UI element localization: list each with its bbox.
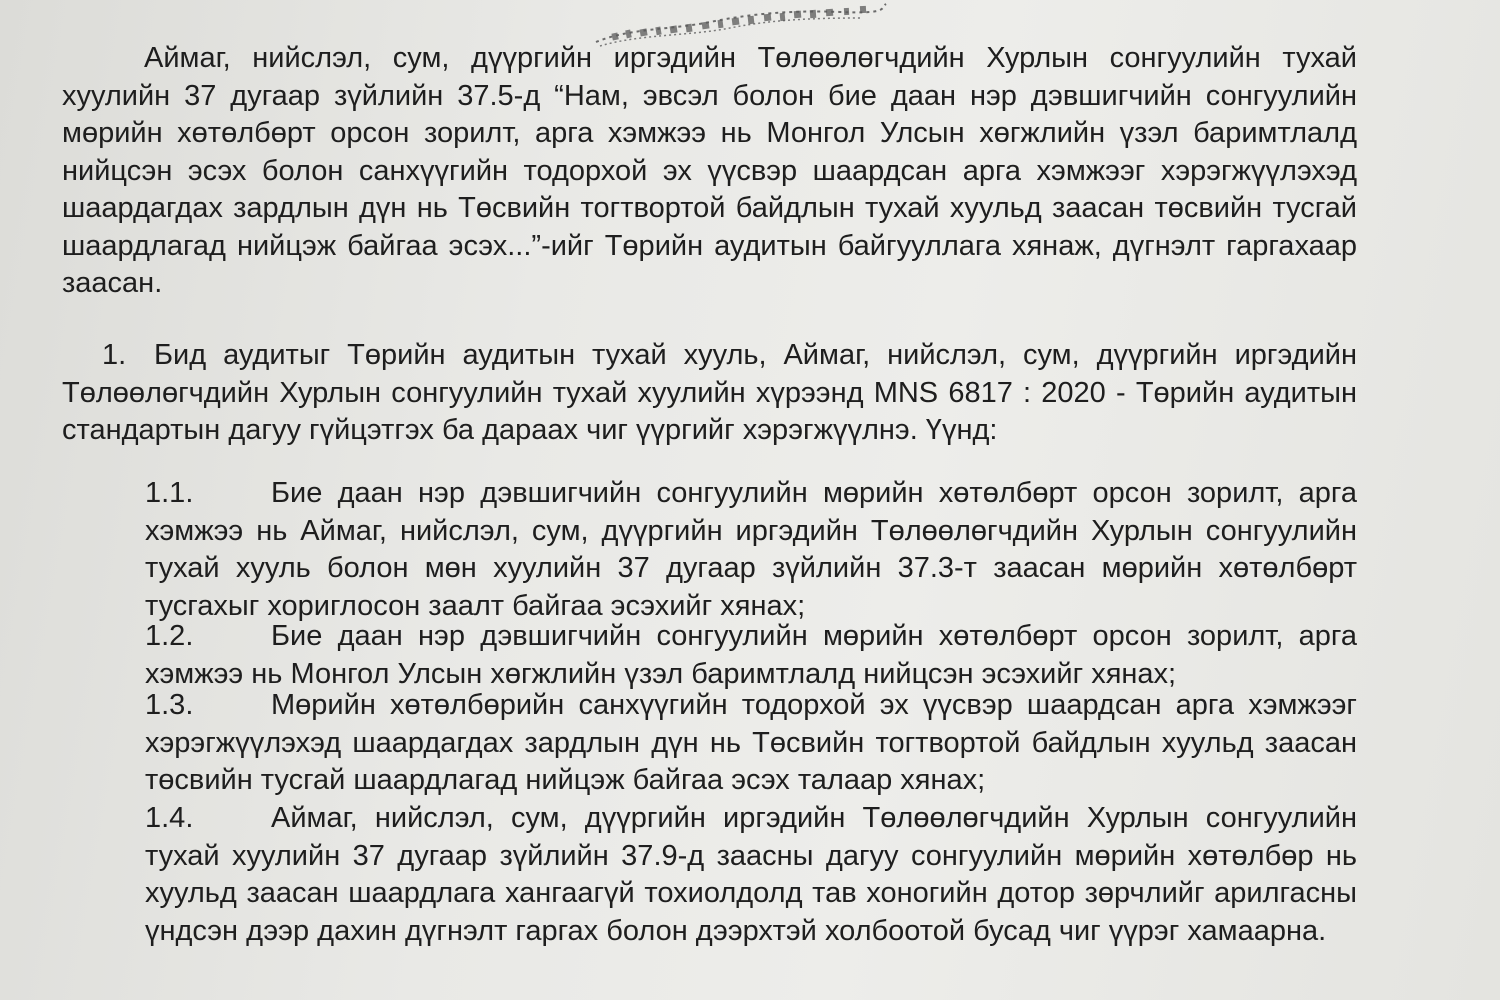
item-1-number: 1. [102,339,127,371]
item-1-paragraph [62,337,1357,450]
subitem-1-4-text: Аймаг, нийслэл, сум, дүүргийн иргэдийн Төлөөлөгчдийн Хурлын сонгуулийн тухай хуулийн 37 дугаар зүйлийн 37.9-д заасны дагуу сонгуулийн мөрийн хөтөлбөр нь хуульд заасан шаардлага хангаагүй тохиолдолд тав хоногийн дотор зөрчлийг арилгасны үндсэн дээр дахин дүгнэлт гаргах болон дээрхтэй холбоотой бусад чиг үүрэг хамаарна. [145,802,1357,947]
subitem-1-2-number: 1.2. [145,620,194,652]
subitem-1-1-text: Бие даан нэр дэвшигчийн сонгуулийн мөрийн хөтөлбөрт орсон зорилт, арга хэмжээ нь Аймаг, нийслэл, сум, дүүргийн иргэдийн Төлөөлөгчдийн Хурлын сонгуулийн тухай хууль болон мөн хуулийн 37 дугаар зүйлийн 37.3-т заасан мөрийн хөтөлбөрт тусгахыг хориглосон заалт байгаа эсэхийг хянах; [145,477,1357,622]
subitem-1-4 [145,800,1357,950]
intro-paragraph: Аймаг, нийслэл, сум, дүүргийн иргэдийн Төлөөлөгчдийн Хурлын сонгуулийн тухай хуулийн 37 дугаар зүйлийн 37.5-д “Нам, эвсэл болон бие даан нэр дэвшигчийн сонгуулийн мөрийн хөтөлбөрт орсон зорилт, арга хэмжээ нь Монгол Улсын хөгжлийн үзэл баримтлалд нийцсэн эсэх болон санхүүгийн тодорхой эх үүсвэр шаардсан арга хэмжээг хэрэгжүүлэхэд шаардагдах зардлын дүн нь Төсвийн тогтвортой байдлын тухай хуульд заасан төсвийн тусгай шаардлагад нийцэж байгаа эсэх...”-ийг Төрийн аудитын байгууллага хянаж, дүгнэлт гаргахаар заасан. [62,42,1357,299]
subitem-1-2-text: Бие даан нэр дэвшигчийн сонгуулийн мөрийн хөтөлбөрт орсон зорилт, арга хэмжээ нь Монгол Улсын хөгжлийн үзэл баримтлалд нийцсэн эсэхийг хянах; [145,620,1357,690]
subitem-1-4-number: 1.4. [145,802,194,834]
subitem-1-3-text: Мөрийн хөтөлбөрийн санхүүгийн тодорхой эх үүсвэр шаардсан арга хэмжээг хэрэгжүүлэхэд шаардагдах зардлын дүн нь Төсвийн тогтвортой байдлын хуульд заасан төсвийн тусгай шаардлагад нийцэж байгаа эсэх талаар хянах; [145,689,1357,796]
item-1-text: Бид аудитыг Төрийн аудитын тухай хууль, Аймаг, нийслэл, сум, дүүргийн иргэдийн Төлөөлөгчдийн Хурлын сонгуулийн тухай хуулийн хүрээнд MNS 6817 : 2020 - Төрийн аудитын стандартын дагуу гүйцэтгэх ба дараах чиг үүргийг хэрэгжүүлнэ. Үүнд: [62,339,1357,446]
subitem-1-3-number: 1.3. [145,689,194,721]
subitem-1-1-number: 1.1. [145,477,194,509]
subitem-1-1 [145,475,1357,625]
subitem-1-3 [145,687,1357,800]
subitem-1-2 [145,618,1357,693]
